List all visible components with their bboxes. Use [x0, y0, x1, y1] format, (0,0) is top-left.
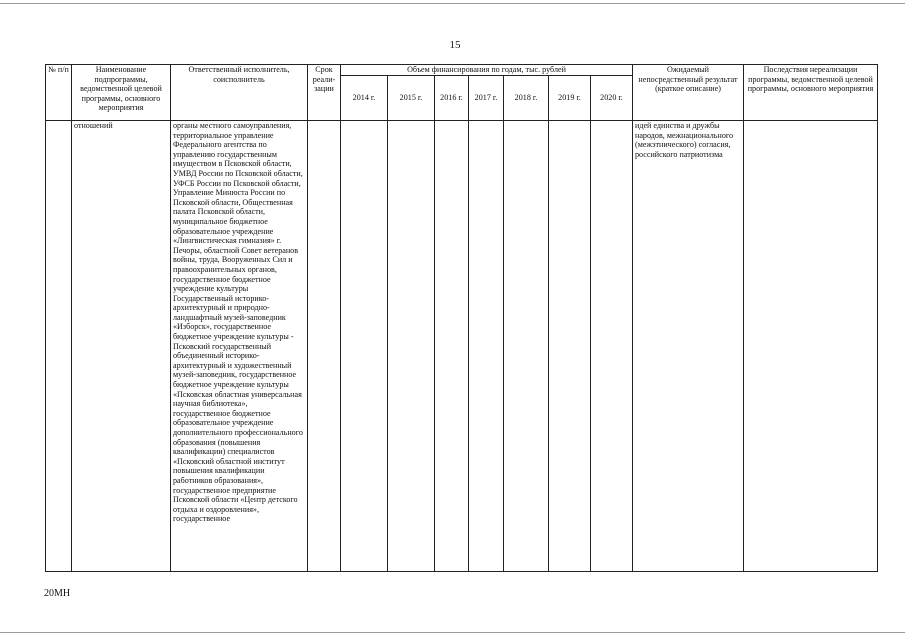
cell-executor: органы местного самоуправления, территориальное управление Федерального агентства по управлению государственным имуществом в Псковской области, УМВД России по Псковской области, УФСБ России по Псковской области, Управление Минюста России по Псковской области, Общественная палата Псковской области, муниципальное бюджетное образовательное учреждение «Лингвистическая гимназия» г. Печоры, областной Совет ветеранов войны, труда, Вооруженных Сил и правоохранительных органов, государственное бюджетное учреждение культуры Государственный историко-архитектурный и природно-ландшафтный музей-заповедник «Изборск», государственное бюджетное учреждение культуры - Псковский государственный объединенный историко-архитектурный и художественный музей-заповедник, государственное бюджетное учреждение культуры «Псковская областная универсальная научная библиотека», государственное бюджетное образовательное учреждение дополнительного профессионального образования (повышения квалификации) специалистов «Псковский областной институт повышения квалификации работников образования», государственное предприятие Псковской области «Центр детского отдыха и оздоровления», государственное [171, 121, 308, 572]
scan-edge-top [0, 3, 905, 4]
cell-year [469, 121, 504, 572]
cell-consequences [744, 121, 878, 572]
header-year: 2019 г. [549, 76, 591, 121]
cell-year [341, 121, 388, 572]
cell-year [504, 121, 549, 572]
cell-name: отношений [72, 121, 171, 572]
header-year: 2016 г. [435, 76, 469, 121]
cell-expected: идей единства и дружбы народов, межнационального (межэтнического) согласия, российского патриотизма [633, 121, 744, 572]
header-year: 2020 г. [591, 76, 633, 121]
cell-year [388, 121, 435, 572]
footer-code: 20МН [44, 588, 71, 599]
cell-num [46, 121, 72, 572]
cell-term [308, 121, 341, 572]
header-year: 2014 г. [341, 76, 388, 121]
header-num: № п/п [46, 65, 72, 121]
cell-year [549, 121, 591, 572]
header-year: 2017 г. [469, 76, 504, 121]
header-expected: Ожидаемый непосредственный результат (краткое описание) [633, 65, 744, 121]
program-table [45, 64, 878, 572]
header-year: 2015 г. [388, 76, 435, 121]
cell-year [591, 121, 633, 572]
scan-edge-bottom [0, 632, 905, 633]
page-number: 15 [449, 39, 461, 51]
header-name: Наименование подпрограммы, ведомственной целевой программы, основного мероприятия [72, 65, 171, 121]
header-year: 2018 г. [504, 76, 549, 121]
cell-year [435, 121, 469, 572]
header-term: Срок реали-зации [308, 65, 341, 121]
table-row [46, 121, 878, 572]
header-funding: Объем финансирования по годам, тыс. рублей [341, 65, 633, 76]
header-consequences: Последствия нереализации программы, ведомственной целевой программы, основного мероприятия [744, 65, 878, 121]
header-executor: Ответственный исполнитель, соисполнитель [171, 65, 308, 121]
